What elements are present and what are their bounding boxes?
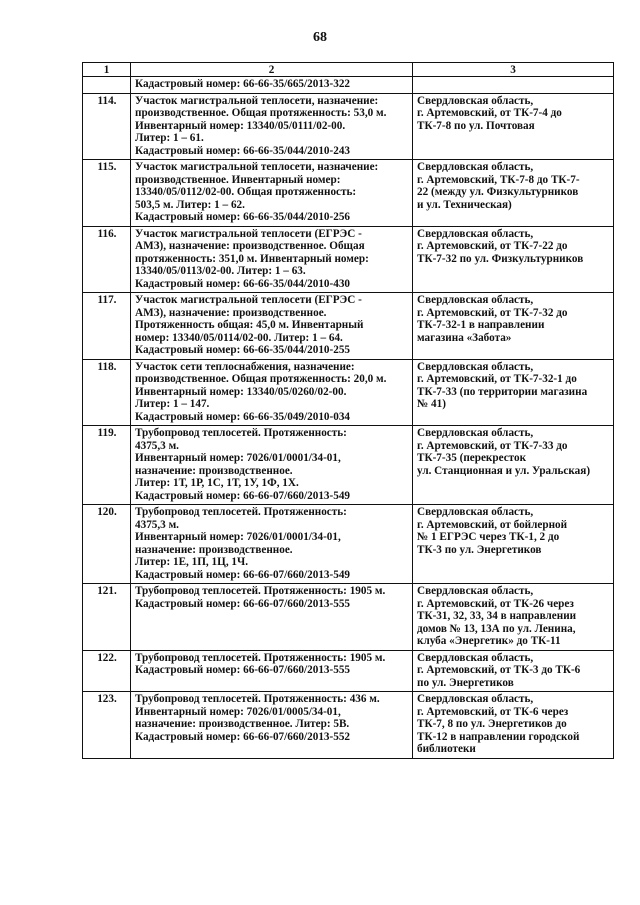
location-line: ТК-3 по ул. Энергетиков	[417, 543, 542, 556]
table-row	[83, 226, 614, 293]
table-row	[83, 505, 614, 584]
row-number: 122.	[83, 650, 131, 692]
location-line: № 1 ЕГРЭС через ТК-1, 2 до	[417, 531, 560, 543]
location-cell	[413, 359, 614, 426]
column-header-number: 1	[83, 63, 131, 77]
location-line: г. Артемовский, от ТК-6 через	[417, 705, 569, 718]
description-line: Кадастровый номер: 66-66-35/044/2010-255	[135, 344, 351, 356]
description-line: Участок магистральной теплосети, назначение:	[135, 94, 379, 107]
row-number: 117.	[83, 293, 131, 360]
location-cell	[413, 226, 614, 293]
location-line: клуба «Энергетик» до ТК-11	[417, 635, 561, 647]
location-line: г. Артемовский, от ТК-7-32 до	[417, 306, 568, 319]
location-line: г. Артемовский, от бойлерной	[417, 518, 568, 531]
location-line: ТК-7-33 (по территории магазина	[417, 385, 588, 398]
table-row	[83, 692, 614, 759]
location-cell	[413, 505, 614, 584]
description-line: Участок сети теплоснабжения, назначение:	[135, 360, 355, 373]
location-line: Свердловская область,	[417, 585, 534, 597]
table-row	[83, 426, 614, 505]
location-line: Свердловская область,	[417, 227, 534, 240]
description-line: Литер: 1Т, 1Р, 1С, 1Т, 1У, 1Ф, 1Х.	[135, 477, 299, 489]
location-line: по ул. Энергетиков	[417, 676, 514, 689]
object-description-cell	[131, 160, 413, 227]
description-line: Трубопровод теплосетей. Протяженность:	[135, 506, 347, 518]
description-line: Кадастровый номер: 66-66-35/049/2010-034	[135, 410, 351, 423]
table-row	[83, 359, 614, 426]
description-line: производственное. Общая протяженность: 53,0 м.	[135, 107, 387, 119]
location-line: Свердловская область,	[417, 94, 534, 107]
description-line: Кадастровый номер: 66-66-35/044/2010-243	[135, 144, 351, 157]
description-line: назначение: производственное. Литер: 5В.	[135, 718, 350, 730]
location-line: Свердловская область,	[417, 693, 534, 705]
row-number: 115.	[83, 160, 131, 227]
location-line: 22 (между ул. Физкультурников	[417, 186, 579, 198]
description-line: производственное. Инвентарный номер:	[135, 173, 341, 186]
location-line: библиотеки	[417, 743, 476, 755]
description-line: номер: 13340/05/0114/02-00. Литер: 1 – 64.	[135, 331, 343, 344]
table-header-row	[83, 63, 614, 77]
location-cell	[413, 692, 614, 759]
description-line: Участок магистральной теплосети (ЕГРЭС -	[135, 294, 362, 306]
row-number: 121.	[83, 584, 131, 651]
description-line: Кадастровый номер: 66-66-35/665/2013-322	[135, 78, 351, 90]
description-line: Трубопровод теплосетей. Протяженность:	[135, 427, 347, 439]
location-line: Свердловская область,	[417, 294, 534, 306]
description-line: назначение: производственное.	[135, 464, 293, 477]
location-line: ТК-7-32 по ул. Физкультурников	[417, 252, 584, 265]
location-line: ТК-12 в направлении городской	[417, 730, 580, 743]
description-line: назначение: производственное.	[135, 543, 293, 556]
description-line: Участок магистральной теплосети, назначение:	[135, 161, 379, 173]
description-line: 4375,3 м.	[135, 518, 179, 531]
location-line: магазина «Забота»	[417, 331, 512, 344]
location-line: № 41)	[417, 398, 446, 410]
object-description-cell	[131, 93, 413, 160]
location-line: ТК-7-8 по ул. Почтовая	[417, 119, 535, 132]
description-line: Инвентарный номер: 7026/01/0005/34-01,	[135, 705, 341, 718]
location-line: г. Артемовский, от ТК-7-22 до	[417, 240, 568, 252]
description-line: Кадастровый номер: 66-66-07/660/2013-549	[135, 568, 351, 581]
property-register-table	[82, 62, 614, 759]
description-line: Инвентарный номер: 13340/05/0260/02-00.	[135, 385, 347, 398]
object-description-cell	[131, 77, 413, 94]
object-description-cell	[131, 584, 413, 651]
table-body	[83, 77, 614, 759]
row-number: 123.	[83, 692, 131, 759]
description-line: 4375,3 м.	[135, 439, 179, 452]
location-cell	[413, 93, 614, 160]
description-line: Трубопровод теплосетей. Протяженность: 1905 м.	[135, 585, 386, 597]
location-line: ул. Станционная и ул. Уральская)	[417, 464, 591, 477]
description-line: Кадастровый номер: 66-66-07/660/2013-555	[135, 664, 351, 676]
description-line: производственное. Общая протяженность: 20,0 м.	[135, 373, 387, 385]
description-line: Трубопровод теплосетей. Протяженность: 1905 м.	[135, 651, 386, 664]
location-line: Свердловская область,	[417, 651, 534, 664]
row-number: 116.	[83, 226, 131, 293]
description-line: Кадастровый номер: 66-66-07/660/2013-555	[135, 597, 351, 610]
location-line: Свердловская область,	[417, 427, 534, 439]
description-line: Кадастровый номер: 66-66-35/044/2010-256	[135, 211, 351, 223]
description-line: протяженность: 351,0 м. Инвентарный номер:	[135, 252, 369, 265]
description-line: Участок магистральной теплосети (ЕГРЭС -	[135, 227, 362, 240]
location-cell	[413, 77, 614, 94]
location-line: г. Артемовский, ТК-7-8 до ТК-7-	[417, 173, 580, 186]
location-line: г. Артемовский, от ТК-7-33 до	[417, 439, 568, 452]
object-description-cell	[131, 505, 413, 584]
row-number	[83, 77, 131, 94]
object-description-cell	[131, 426, 413, 505]
page-number: 68	[313, 30, 327, 45]
description-line: 13340/05/0112/02-00. Общая протяженность:	[135, 186, 357, 198]
table-row	[83, 584, 614, 651]
description-line: Кадастровый номер: 66-66-07/660/2013-552	[135, 730, 351, 743]
location-line: ТК-7, 8 по ул. Энергетиков до	[417, 718, 567, 730]
object-description-cell	[131, 359, 413, 426]
row-number: 119.	[83, 426, 131, 505]
description-line: АМЗ), назначение: производственное. Общая	[135, 240, 365, 252]
location-line: г. Артемовский, от ТК-3 до ТК-6	[417, 664, 581, 676]
description-line: 13340/05/0113/02-00. Литер: 1 – 63.	[135, 265, 306, 277]
description-line: Инвентарный номер: 13340/05/0111/02-00.	[135, 119, 346, 132]
row-number: 118.	[83, 359, 131, 426]
location-line: ТК-7-35 (перекресток	[417, 452, 527, 464]
table-row	[83, 93, 614, 160]
location-line: ТК-31, 32, 33, 34 в направлении	[417, 610, 577, 622]
object-description-cell	[131, 226, 413, 293]
location-cell	[413, 584, 614, 651]
location-line: г. Артемовский, от ТК-26 через	[417, 597, 574, 610]
description-line: Инвентарный номер: 7026/01/0001/34-01,	[135, 531, 341, 543]
object-description-cell	[131, 293, 413, 360]
location-line: и ул. Техническая)	[417, 198, 512, 211]
description-line: Литер: 1 – 61.	[135, 132, 204, 144]
location-cell	[413, 293, 614, 360]
column-header-location: 3	[413, 63, 614, 77]
location-cell	[413, 426, 614, 505]
location-cell	[413, 650, 614, 692]
description-line: Трубопровод теплосетей. Протяженность: 436 м.	[135, 693, 380, 705]
location-line: г. Артемовский, от ТК-7-32-1 до	[417, 373, 577, 385]
table-row	[83, 160, 614, 227]
description-line: Кадастровый номер: 66-66-07/660/2013-549	[135, 489, 351, 502]
description-line: Литер: 1Е, 1П, 1Ц, 1Ч.	[135, 556, 249, 568]
location-line: Свердловская область,	[417, 506, 534, 518]
location-line: домов № 13, 13А по ул. Ленина,	[417, 622, 576, 635]
description-line: АМЗ), назначение: производственное.	[135, 306, 327, 319]
object-description-cell	[131, 650, 413, 692]
description-line: 503,5 м. Литер: 1 – 62.	[135, 198, 245, 211]
location-line: Свердловская область,	[417, 360, 534, 373]
description-line: Инвентарный номер: 7026/01/0001/34-01,	[135, 452, 341, 464]
table-row	[83, 293, 614, 360]
location-cell	[413, 160, 614, 227]
continuation-row	[83, 77, 614, 94]
location-line: Свердловская область,	[417, 161, 534, 173]
location-line: г. Артемовский, от ТК-7-4 до	[417, 107, 562, 119]
object-description-cell	[131, 692, 413, 759]
description-line: Кадастровый номер: 66-66-35/044/2010-430	[135, 277, 351, 290]
column-header-description: 2	[131, 63, 413, 77]
row-number: 120.	[83, 505, 131, 584]
location-line: ТК-7-32-1 в направлении	[417, 319, 545, 331]
table-row	[83, 650, 614, 692]
row-number: 114.	[83, 93, 131, 160]
description-line: Литер: 1 – 147.	[135, 398, 210, 410]
description-line: Протяженность общая: 45,0 м. Инвентарный	[135, 319, 364, 331]
